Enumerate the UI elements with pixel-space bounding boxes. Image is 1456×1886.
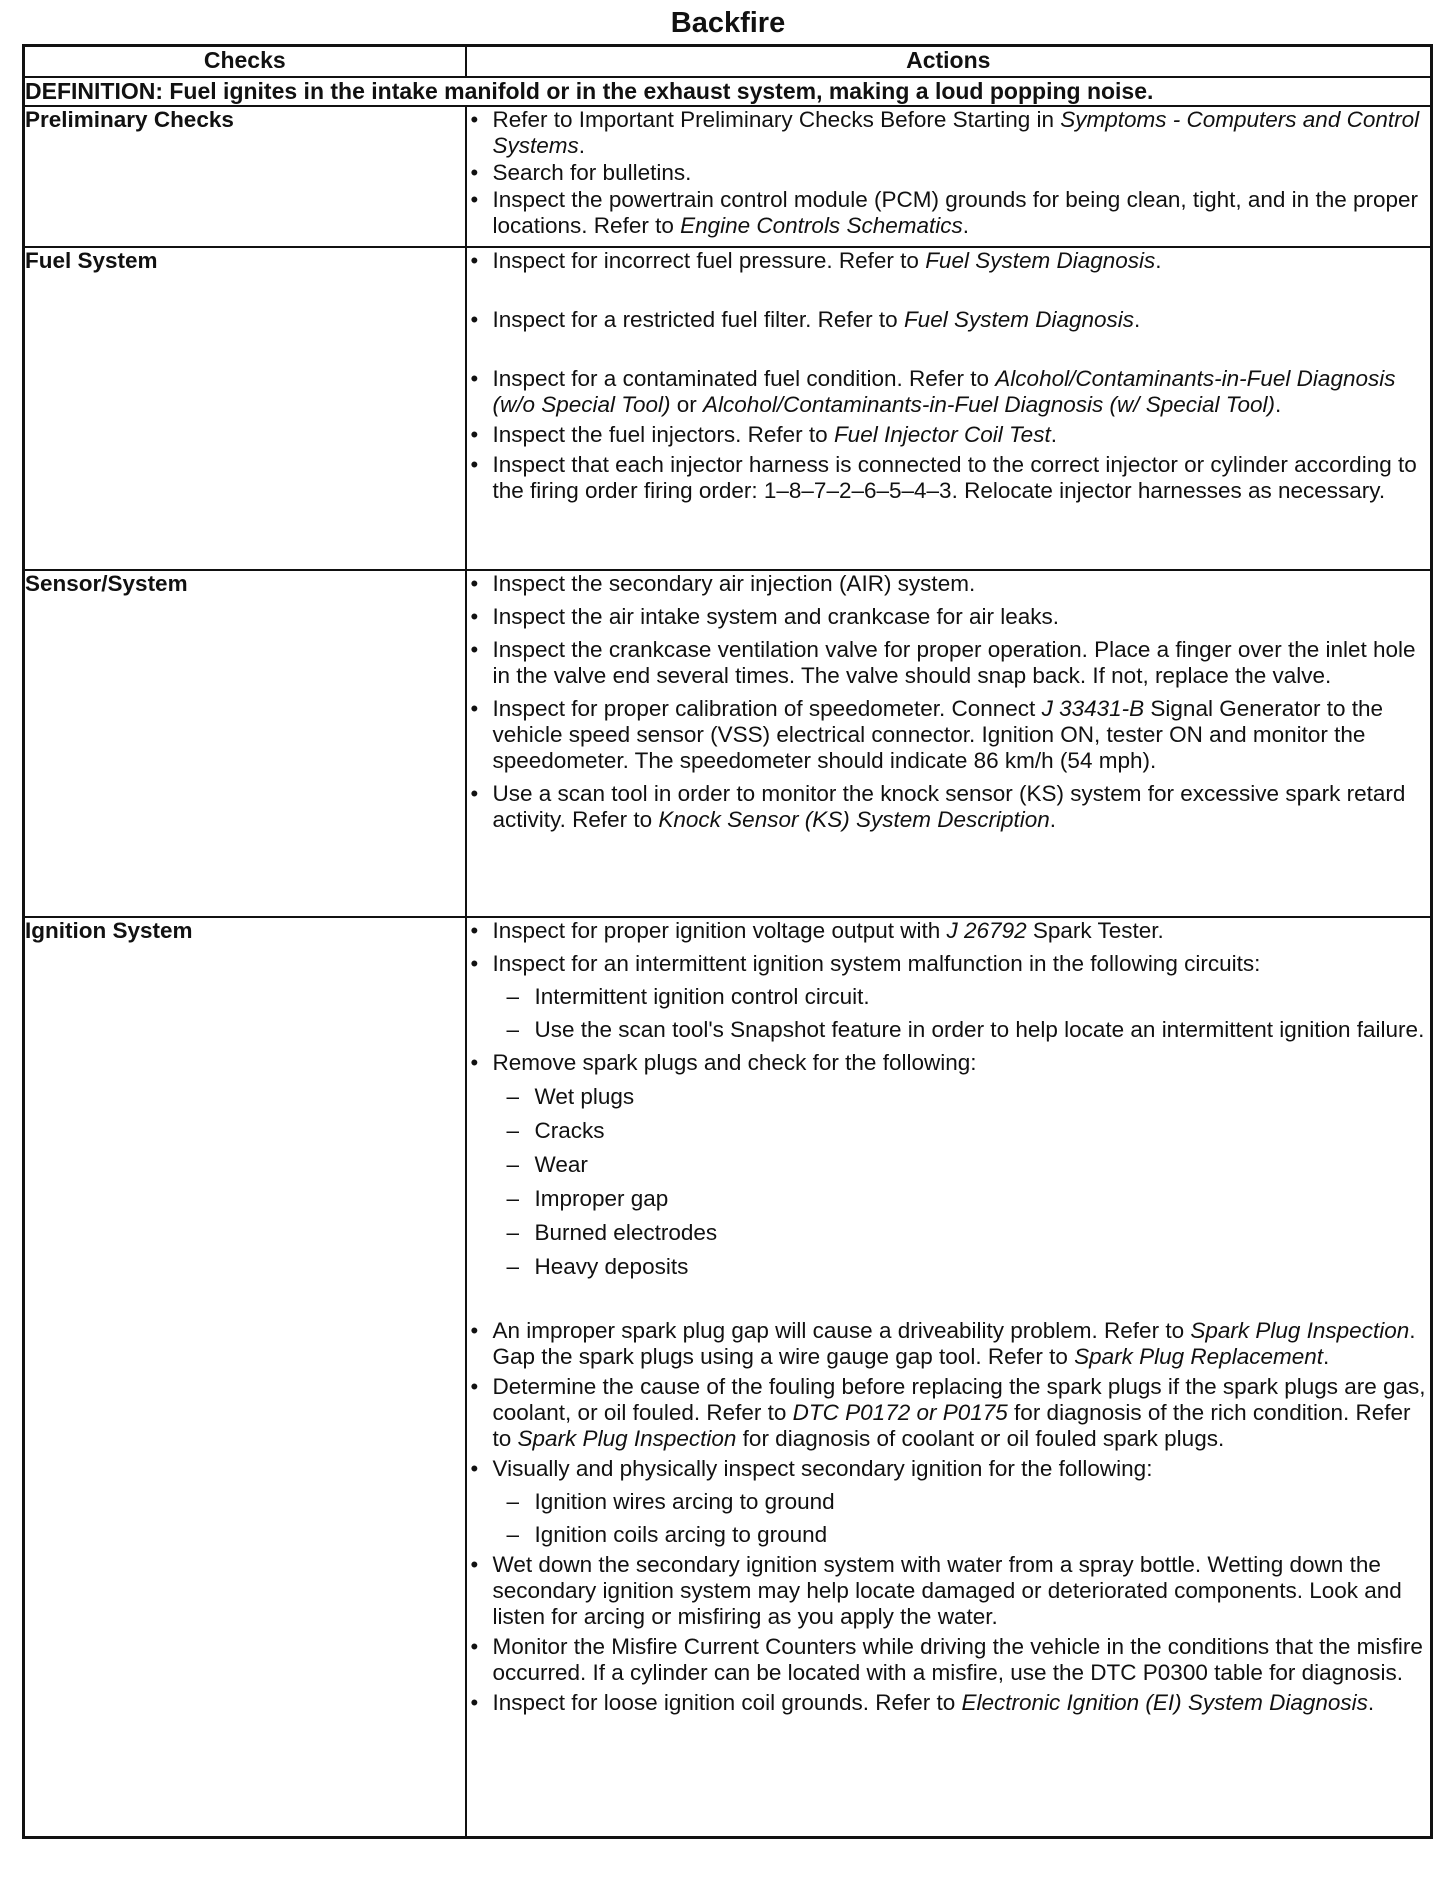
action-text: Determine the cause of the fouling before replacing the spark plugs if the spark plugs are gas, coolant, or oil fouled. Refer to [492,1374,1426,1425]
action-text: . [578,133,586,158]
reference-link: Symptoms - Computers and Control Systems [492,107,1420,158]
table-row [24,570,1432,917]
sub-item: – Wear [493,1152,1431,1178]
action-text: . [1049,807,1057,832]
action-text: Inspect the powertrain control module (PCM) grounds for being clean, tight, and in the proper locations. Refer to [492,187,1419,238]
list-item: • Inspect the air intake system and crankcase for air leaks. [467,604,1431,630]
table-row [24,247,1432,570]
list-item [467,918,1431,944]
list-item [467,187,1431,239]
actions-ignition-system [466,917,1432,1837]
list-item [467,951,1431,1043]
reference-link: Electronic Ignition (EI) System Diagnosis [961,1690,1368,1715]
reference-link: Spark Plug Inspection [1190,1318,1410,1343]
sub-item: – Use the scan tool's Snapshot feature in order to help locate an intermittent ignition failure. [493,1017,1431,1043]
actions-preliminary [466,106,1432,247]
action-text: or [670,392,704,417]
list-item [467,307,1431,333]
list-item [467,1318,1431,1370]
action-text: . [1274,392,1282,417]
table-row [24,106,1432,247]
action-text: . [1134,307,1141,332]
action-text: for diagnosis of coolant or oil fouled spark plugs. [736,1426,1225,1451]
action-text: Refer to Important Preliminary Checks Before Starting in [492,107,1061,132]
backfire-diagnosis-table [22,44,1433,1839]
sub-item: – Ignition wires arcing to ground [493,1489,1431,1515]
page-title: Backfire [670,7,786,39]
action-text: Inspect for loose ignition coil grounds. Refer to [492,1690,962,1715]
action-text: . [1155,248,1162,273]
check-preliminary: Preliminary Checks [24,106,466,247]
action-text: Inspect the fuel injectors. Refer to [492,422,834,447]
check-sensor-system: Sensor/System [24,570,466,917]
actions-column-header: Actions [466,46,1432,78]
reference-link: Fuel System Diagnosis [903,307,1135,332]
action-text: Visually and physically inspect secondary ignition for the following: [492,1456,1153,1481]
list-item [467,781,1431,833]
list-item: • Inspect the secondary air injection (AIR) system. [467,571,1431,597]
reference-link: Knock Sensor (KS) System Description [658,807,1050,832]
sub-item: – Heavy deposits [493,1254,1431,1280]
action-text: Spark Tester. [1026,918,1164,943]
list-item [467,107,1431,159]
list-item [467,366,1431,418]
tool-number: J 33431-B [1041,696,1145,721]
action-text: Inspect for a restricted fuel filter. Refer to [492,307,904,332]
action-text: for diagnosis of the rich condition. Refer to [492,1400,1411,1451]
action-text: . [1367,1690,1375,1715]
reference-link: Spark Plug Inspection [517,1426,737,1451]
action-text: . [962,213,969,238]
list-item: • Monitor the Misfire Current Counters while driving the vehicle in the conditions that the misfire occurred. If a cylinder can be located with a misfire, use the DTC P0300 table for diagnosis. [467,1634,1431,1686]
check-ignition-system: Ignition System [24,917,466,1837]
list-item [467,1690,1431,1716]
checks-column-header: Checks [24,46,466,78]
actions-sensor-system [466,570,1432,917]
reference-link: Fuel System Diagnosis [925,248,1156,273]
list-item [467,696,1431,774]
sub-item: – Intermittent ignition control circuit. [493,984,1431,1010]
reference-link: Engine Controls Schematics [680,213,963,238]
list-item: • Inspect the crankcase ventilation valve for proper operation. Place a finger over the inlet hole in the valve end several times. The valve should snap back. If not, replace the valve. [467,637,1431,689]
list-item [467,1050,1431,1280]
action-text: Inspect for an intermittent ignition system malfunction in the following circuits: [492,951,1261,976]
action-text: Inspect for incorrect fuel pressure. Refer to [492,248,926,273]
action-text: . [1050,422,1057,447]
sub-item: – Ignition coils arcing to ground [493,1522,1431,1548]
action-text: Inspect for proper ignition voltage output with [492,918,947,943]
actions-fuel-system [466,247,1432,570]
action-text: Signal Generator to the vehicle speed sensor (VSS) electrical connector. Ignition ON, tester ON and monitor the speedometer. The speedometer should indicate 86 km/h (54 mph). [492,696,1384,773]
definition-text: DEFINITION: Fuel ignites in the intake manifold or in the exhaust system, making a loud popping noise. [24,77,1432,106]
definition-row [24,77,1432,106]
check-fuel-system: Fuel System [24,247,466,570]
list-item [467,1374,1431,1452]
action-text: . [1323,1344,1330,1369]
reference-link: Fuel Injector Coil Test [833,422,1051,447]
sub-item: – Cracks [493,1118,1431,1144]
reference-link: Alcohol/Contaminants-in-Fuel Diagnosis (w/o Special Tool) [492,366,1396,417]
header-row [24,46,1432,78]
list-item [467,1456,1431,1548]
reference-link: DTC P0172 or P0175 [792,1400,1008,1425]
list-item [467,422,1431,448]
list-item: • Search for bulletins. [467,160,1431,186]
action-text: Use a scan tool in order to monitor the knock sensor (KS) system for excessive spark retard activity. Refer to [492,781,1406,832]
sub-item: – Burned electrodes [493,1220,1431,1246]
reference-link: Spark Plug Replacement [1074,1344,1323,1369]
tool-number: J 26792 [946,918,1027,943]
sub-item: – Improper gap [493,1186,1431,1212]
action-text: An improper spark plug gap will cause a driveability problem. Refer to [492,1318,1191,1343]
action-text: Inspect for a contaminated fuel condition. Refer to [492,366,996,391]
list-item [467,248,1431,274]
sub-item: – Wet plugs [493,1084,1431,1110]
action-text: . Gap the spark plugs using a wire gauge gap tool. Refer to [492,1318,1416,1369]
list-item: • Wet down the secondary ignition system with water from a spray bottle. Wetting down the secondary ignition system may help locate damaged or deteriorated components. Look and listen for arcing or misfiring as you apply the water. [467,1552,1431,1630]
reference-link: Alcohol/Contaminants-in-Fuel Diagnosis (w/ Special Tool) [703,392,1275,417]
action-text: Inspect for proper calibration of speedometer. Connect [492,696,1042,721]
list-item: • Inspect that each injector harness is connected to the correct injector or cylinder according to the firing order firing order: 1–8–7–2–6–5–4–3. Relocate injector harnesses as necessary. [467,452,1431,504]
action-text: Remove spark plugs and check for the following: [492,1050,977,1075]
table-row [24,917,1432,1837]
